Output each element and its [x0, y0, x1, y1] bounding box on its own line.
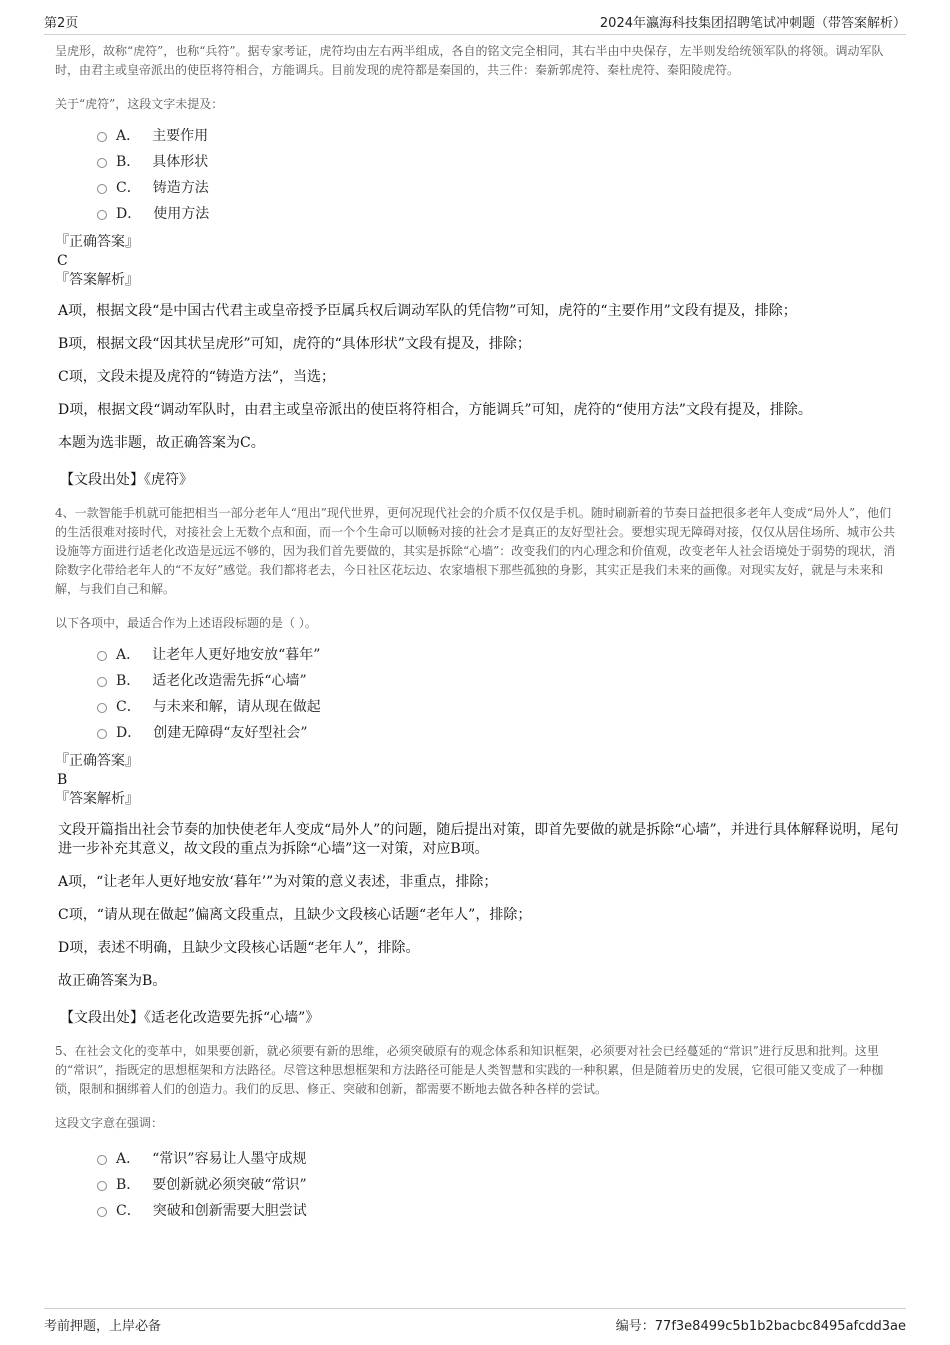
q4-answer: B	[57, 772, 68, 788]
q5-option-b[interactable]: B． 要创新就必须突破“常识”	[97, 1171, 903, 1197]
q4-passage: 4、一款智能手机就可能把相当一部分老年人“甩出”现代世界，更何况现代社会的介质不仅仅是手机。随时刷新着的节奏日益把很多老年人变成“局外人”，他们的生活很难对接时代，对接社会上无数个点和面，而一个个生命可以顺畅对接的社会才是真正的友好型社会。要想实现无障碍对接，仅仅从居住场所、城市公共设施等方面进行适老化改造是远远不够的，因为我们首先要做的，其实是拆除“心墙”：改变我们的内心理念和价值观，改变老年人社会语境处于弱势的现状，消除数字化带给老年人的“不友好”感觉。我们都将老去，今日社区花坛边、农家墙根下那些孤独的身影，其实正是我们未来的画像。对现实友好，就是与未来和解，与我们自己和解。	[55, 506, 896, 596]
radio-icon[interactable]	[97, 651, 107, 661]
q3-analysis-label: 『答案解析』	[55, 272, 139, 288]
q3-option-c[interactable]: C． 铸造方法	[97, 174, 903, 200]
q3-source: 【文段出处】《虎符》	[60, 472, 193, 488]
q3-analysis-a: A项，根据文段“是中国古代君主或皇帝授予臣属兵权后调动军队的凭信物”可知，虎符的“主要作用”文段有提及，排除；	[58, 303, 797, 319]
radio-icon[interactable]	[97, 703, 107, 713]
q4-analysis-c: C项，“请从现在做起”偏离文段重点，且缺少文段核心话题“老年人”，排除；	[58, 907, 532, 923]
page-header	[44, 12, 906, 35]
q4-option-c[interactable]: C． 与未来和解，请从现在做起	[97, 693, 903, 719]
q4-source: 【文段出处】《适老化改造要先拆“心墙”》	[60, 1010, 320, 1026]
q3-option-a[interactable]: A． 主要作用	[97, 122, 903, 148]
radio-icon[interactable]	[97, 184, 107, 194]
q4-option-a[interactable]: A． 让老年人更好地安放“暮年”	[97, 641, 903, 667]
q3-analysis-conclusion: 本题为选非题，故正确答案为C。	[58, 435, 265, 451]
q4-options	[97, 641, 903, 745]
radio-icon[interactable]	[97, 677, 107, 687]
q5-prompt: 这段文字意在强调：	[55, 1116, 164, 1130]
q3-options	[97, 122, 903, 226]
radio-icon[interactable]	[97, 210, 107, 220]
q3-option-b[interactable]: B． 具体形状	[97, 148, 903, 174]
radio-icon[interactable]	[97, 132, 107, 142]
q3-answer: C	[57, 253, 68, 269]
page-number: 第2页	[44, 16, 79, 31]
q4-analysis-conclusion: 故正确答案为B。	[58, 973, 167, 989]
radio-icon[interactable]	[97, 729, 107, 739]
q5-option-a[interactable]: A． “常识”容易让人墨守成规	[97, 1145, 903, 1171]
q4-option-d[interactable]: D． 创建无障碍“友好型社会”	[97, 719, 903, 745]
document-code: 编号：77f3e8499c5b1b2bacbc8495afcdd3ae	[615, 1319, 906, 1334]
document-title: 2024年瀛海科技集团招聘笔试冲刺题（带答案解析）	[599, 16, 906, 31]
q4-analysis-label: 『答案解析』	[55, 791, 139, 807]
footer-slogan: 考前押题，上岸必备	[44, 1319, 162, 1334]
page-footer	[44, 1308, 906, 1334]
q4-analysis-a: A项，“让老年人更好地安放‘暮年’”为对策的意义表述，非重点，排除；	[58, 874, 498, 890]
q4-option-b[interactable]: B． 适老化改造需先拆“心墙”	[97, 667, 903, 693]
radio-icon[interactable]	[97, 1207, 107, 1217]
q3-prompt: 关于“虎符”，这段文字未提及：	[55, 97, 224, 111]
page-content	[55, 42, 903, 1223]
q3-passage: 呈虎形，故称“虎符”，也称“兵符”。据专家考证，虎符均由左右两半组成，各自的铭文完全相同，其右半由中央保存，左半则发给统领军队的将领。调动军队时，由君主或皇帝派出的使臣将符相合，方能调兵。目前发现的虎符都是秦国的，共三件：秦新郭虎符、秦杜虎符、秦阳陵虎符。	[55, 44, 884, 77]
radio-icon[interactable]	[97, 1155, 107, 1165]
q3-answer-label: 『正确答案』	[55, 234, 139, 250]
radio-icon[interactable]	[97, 1181, 107, 1191]
q4-analysis-d: D项，表述不明确，且缺少文段核心话题“老年人”，排除。	[58, 940, 420, 956]
q5-options	[97, 1145, 903, 1223]
q3-analysis-d: D项，根据文段“调动军队时，由君主或皇帝派出的使臣将符相合，方能调兵”可知，虎符的“使用方法”文段有提及，排除。	[58, 402, 812, 418]
radio-icon[interactable]	[97, 158, 107, 168]
q3-analysis-c: C项，文段未提及虎符的“铸造方法”，当选；	[58, 369, 336, 385]
q4-answer-label: 『正确答案』	[55, 753, 139, 769]
q4-prompt: 以下各项中，最适合作为上述语段标题的是（ ）。	[55, 616, 317, 630]
q4-analysis-main: 文段开篇指出社会节奏的加快使老年人变成“局外人”的问题，随后提出对策，即首先要做的就是拆除“心墙”，并进行具体解释说明，尾句进一步补充其意义，故文段的重点为拆除“心墙”这一对策，对应B项。	[58, 822, 899, 857]
q5-option-c[interactable]: C． 突破和创新需要大胆尝试	[97, 1197, 903, 1223]
q3-analysis-b: B项，根据文段“因其状呈虎形”可知，虎符的“具体形状”文段有提及，排除；	[58, 336, 531, 352]
q3-option-d[interactable]: D． 使用方法	[97, 200, 903, 226]
q5-passage: 5、在社会文化的变革中，如果要创新，就必须要有新的思维，必须突破原有的观念体系和知识框架，必须要对社会已经蔓延的“常识”进行反思和批判。这里的“常识”，指既定的思想框架和方法路径。尽管这种思想框架和方法路径可能是人类智慧和实践的一种积累，但是随着历史的发展，它很可能又变成了一种枷锁，限制和捆绑着人们的创造力。我们的反思、修正、突破和创新，都需要不断地去做各种各样的尝试。	[55, 1044, 884, 1096]
